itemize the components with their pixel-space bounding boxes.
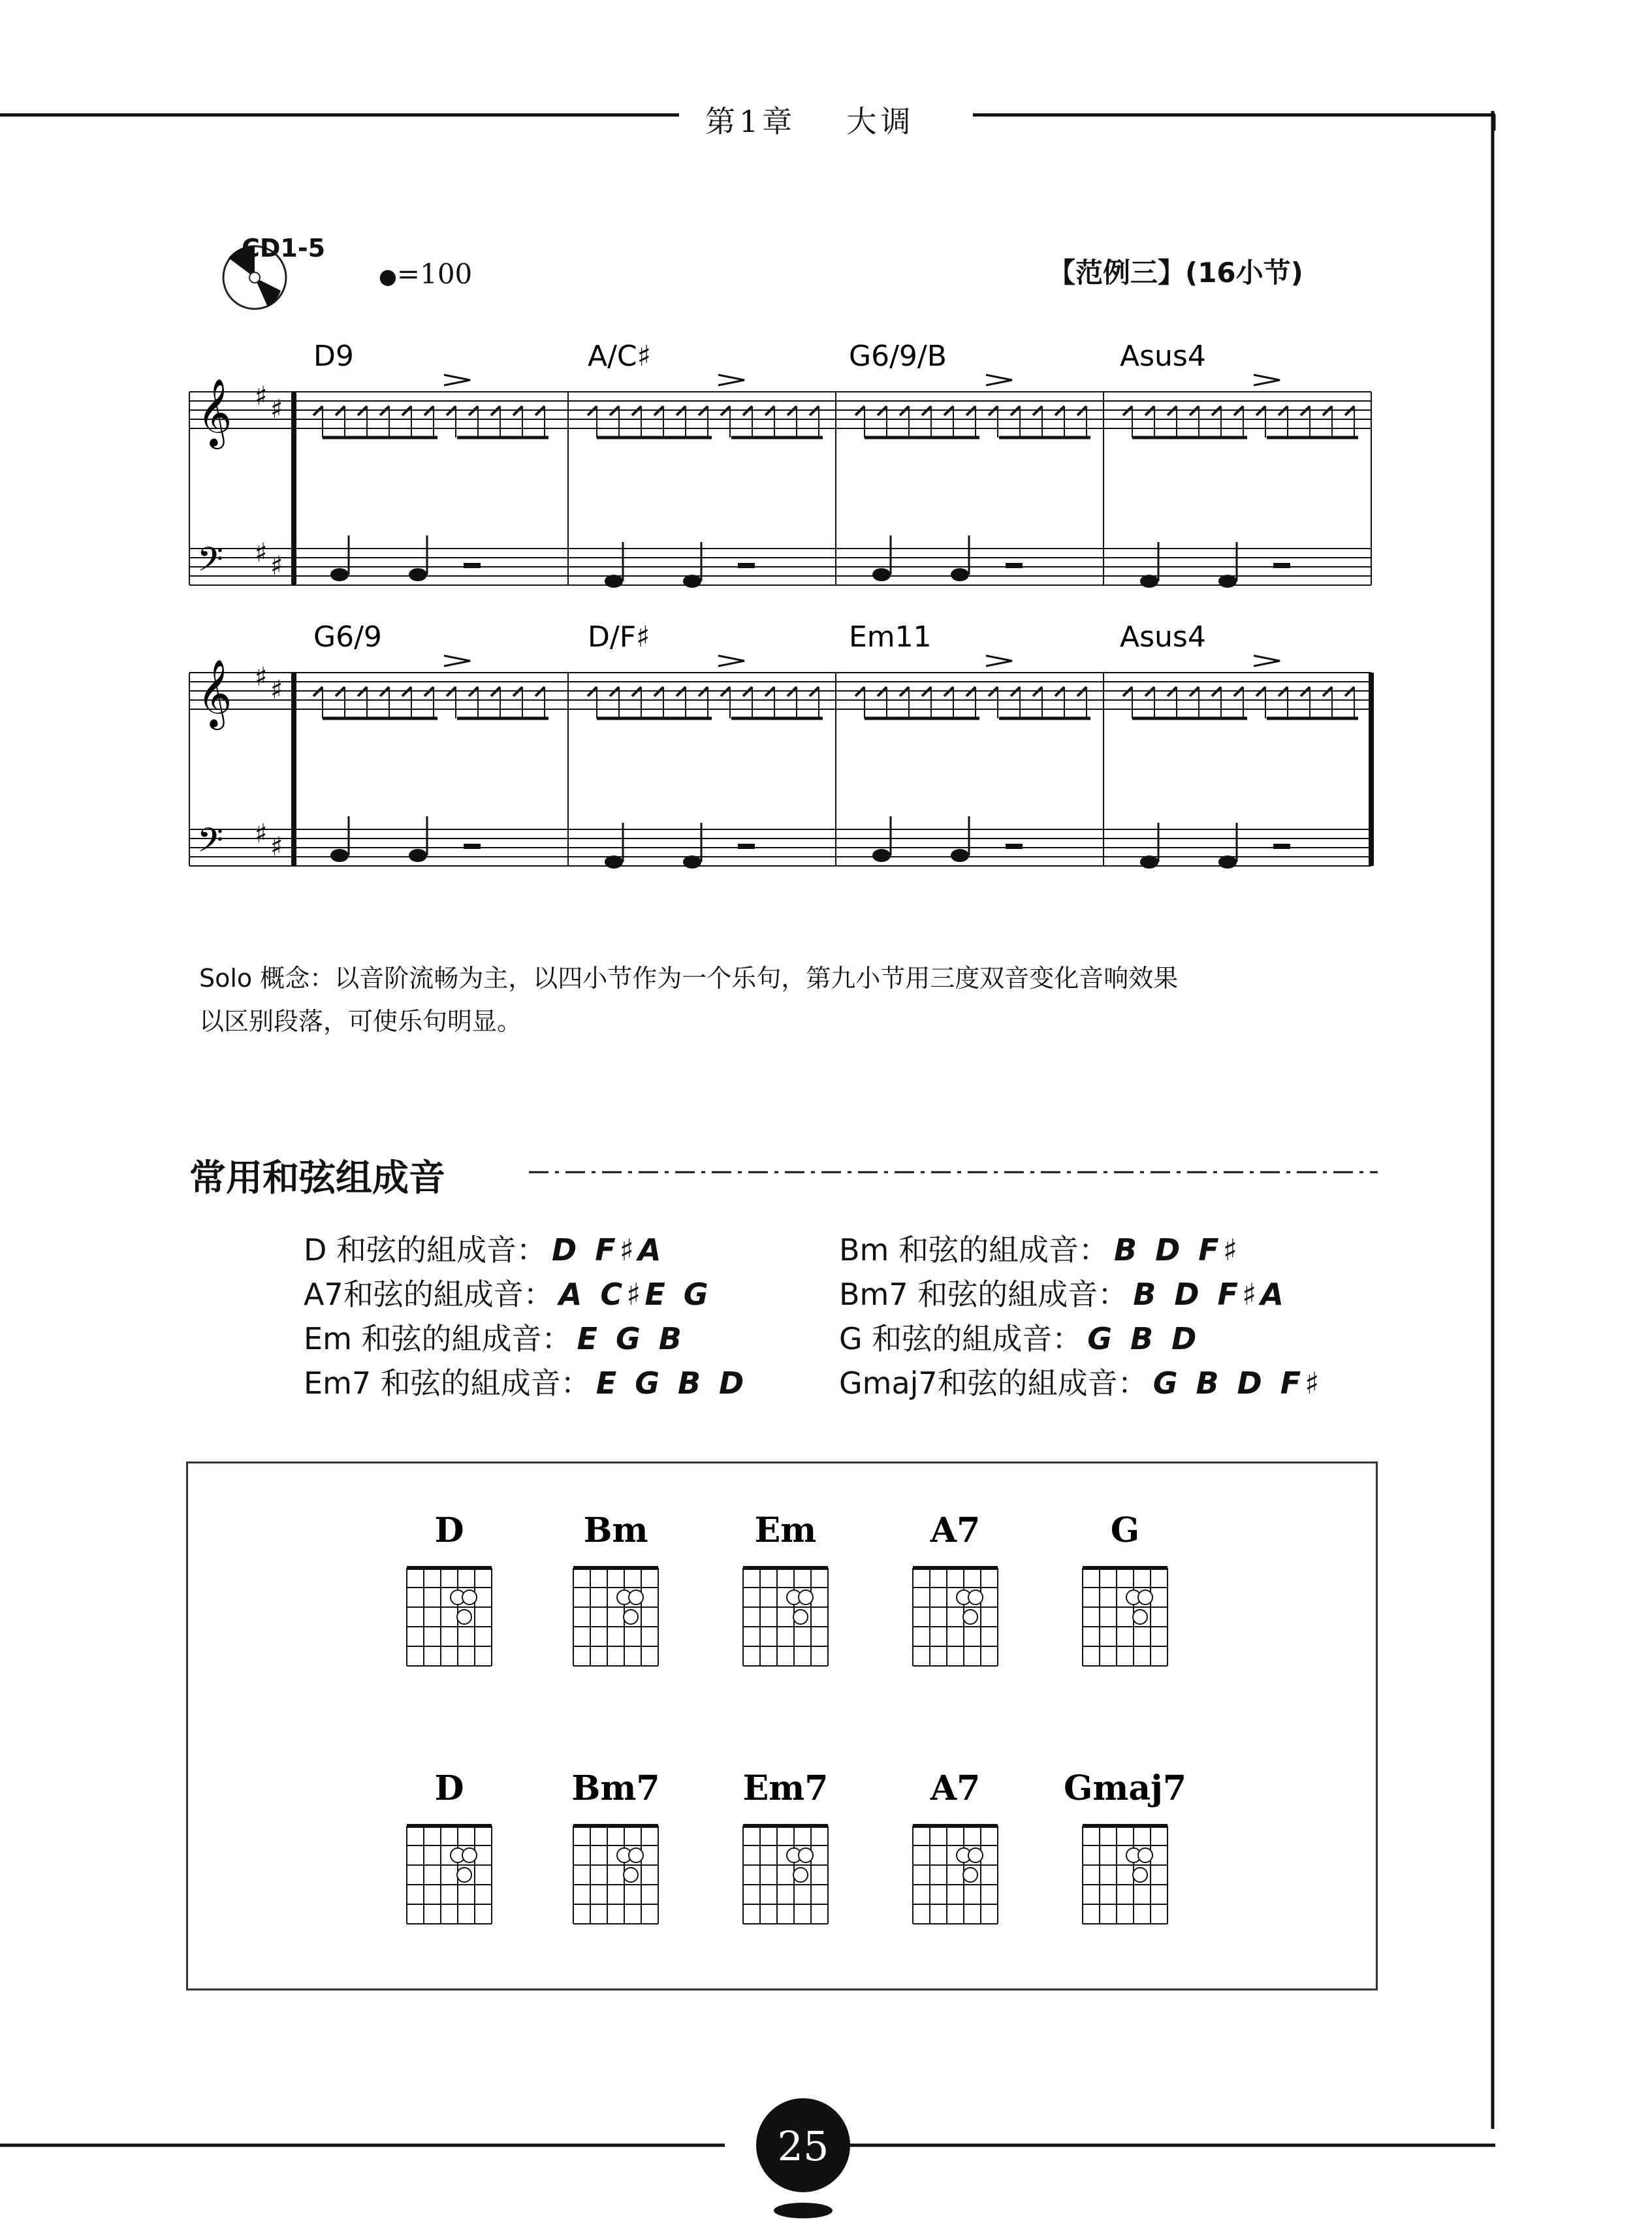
chapter-number: 第1章	[705, 104, 797, 139]
fretboard-grid	[573, 1826, 658, 1924]
music-score	[176, 333, 1384, 921]
chord-notes: B D F♯A	[1133, 1277, 1288, 1312]
fretboard-grid	[743, 1826, 828, 1924]
chord-name: G6/9/B	[849, 340, 947, 373]
chord-tone-row: A7和弦的組成音： A C♯E G	[304, 1277, 712, 1312]
right-edge-rule	[1482, 111, 1502, 2135]
chord-tone-row: Bm7 和弦的組成音： B D F♯A	[839, 1277, 1288, 1312]
chord-tone-row: Em 和弦的組成音： E G B	[304, 1321, 686, 1356]
tempo-marking: ●=100	[379, 258, 473, 290]
example-label: 【范例三】(16小节)	[1048, 257, 1303, 289]
bass-clef-icon: 𝄢	[197, 820, 223, 868]
chord-name: Em11	[849, 620, 932, 654]
treble-clef-icon: 𝄞	[197, 659, 232, 727]
chord-name: G6/9	[313, 620, 382, 654]
chord-notes: E G B	[577, 1321, 686, 1356]
chord-diagram-name: D	[434, 1510, 464, 1550]
section-title: 常用和弦组成音	[189, 1157, 445, 1200]
svg-text:♯: ♯	[255, 819, 268, 849]
fretboard-grid	[573, 1568, 658, 1666]
tempo-value: =100	[396, 258, 473, 290]
chord-diagram-name: Em	[754, 1510, 817, 1550]
chord-name: Asus4	[1120, 340, 1206, 373]
chord-tone-row: G 和弦的組成音： G B D	[839, 1321, 1201, 1356]
chord-notes: A C♯E G	[558, 1277, 712, 1312]
chord-name: D/F♯	[588, 620, 650, 654]
chord-notes: G B D	[1087, 1321, 1201, 1356]
chord-diagram-name: D	[434, 1768, 464, 1808]
solo-line-2: 以区别段落，可使乐句明显。	[199, 1007, 522, 1036]
chord-tones-left	[304, 1228, 748, 1405]
chord-tone-row: Gmaj7和弦的組成音： G B D F♯	[839, 1366, 1324, 1401]
chord-tone-row: D 和弦的組成音： D F♯A	[304, 1232, 665, 1268]
chord-notes: B D F♯	[1114, 1232, 1241, 1268]
fretboard-grid	[743, 1568, 828, 1666]
solo-description	[199, 957, 1401, 1043]
chord-diagram-name: Gmaj7	[1063, 1768, 1187, 1808]
svg-text:♯: ♯	[255, 662, 268, 692]
page-number: 25	[777, 2122, 829, 2170]
chord-diagram-name: Bm	[583, 1510, 648, 1550]
chord-name: A/C♯	[588, 340, 651, 373]
chord-diagrams	[188, 1463, 1376, 1988]
chord-notes: G B D F♯	[1152, 1366, 1324, 1401]
chord-name: D9	[313, 340, 354, 373]
footer	[0, 2077, 1652, 2233]
staff-system-1	[189, 375, 1371, 588]
chord-notes: E G B D	[596, 1366, 748, 1401]
fretboard-grid	[407, 1568, 492, 1666]
chord-diagram-name: Em7	[742, 1768, 829, 1808]
section-dash-rule	[529, 1166, 1384, 1179]
svg-text:♯: ♯	[270, 675, 283, 705]
svg-text:♯: ♯	[270, 394, 283, 424]
fretboard-grid	[913, 1826, 998, 1924]
chord-diagram-name: Bm7	[571, 1768, 660, 1808]
fretboard-grid	[1083, 1568, 1168, 1666]
chord-diagram-name: A7	[930, 1510, 981, 1550]
svg-text:♯: ♯	[255, 381, 268, 411]
fretboard-grid	[407, 1826, 492, 1924]
chord-tones-right	[839, 1228, 1323, 1405]
svg-text:♯: ♯	[270, 551, 283, 581]
chord-diagram-name: G	[1110, 1510, 1140, 1550]
svg-text:♯: ♯	[255, 538, 268, 568]
chord-notes: D F♯A	[552, 1232, 665, 1268]
fretboard-grid	[913, 1568, 998, 1666]
cd-track-label: CD1-5	[242, 234, 326, 263]
solo-line-1: Solo 概念：以音阶流畅为主，以四小节作为一个乐句，第九小节用三度双音变化音响效果	[199, 964, 1179, 993]
svg-text:♯: ♯	[270, 832, 283, 862]
chapter-title: 大调	[846, 104, 915, 139]
bass-clef-icon: 𝄢	[197, 539, 223, 587]
chord-name: Asus4	[1120, 620, 1206, 654]
treble-clef-icon: 𝄞	[197, 378, 232, 447]
staff-system-2	[189, 656, 1371, 869]
chord-tone-row: Bm 和弦的組成音： B D F♯	[839, 1232, 1241, 1268]
chord-diagram-box	[186, 1461, 1378, 1990]
fretboard-grid	[1083, 1826, 1168, 1924]
chord-tone-row: Em7 和弦的組成音： E G B D	[304, 1366, 748, 1401]
chord-diagram-name: A7	[930, 1768, 981, 1808]
